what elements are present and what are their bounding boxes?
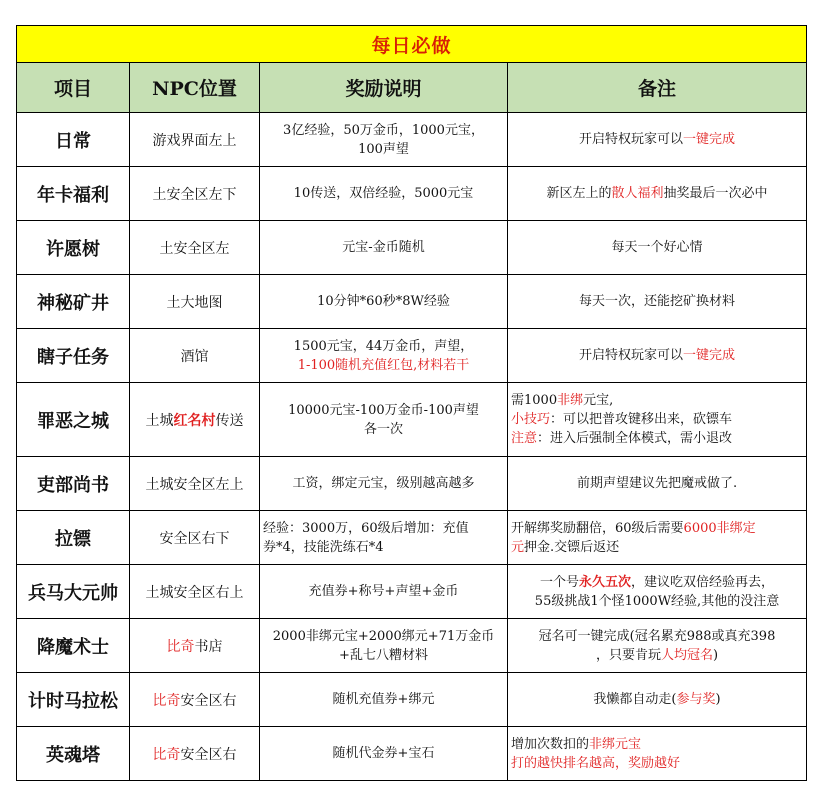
npc-cell: 土城安全区右上: [130, 565, 260, 619]
reward-cell: 10传送，双倍经验，5000元宝: [260, 167, 508, 221]
item-cell: 拉镖: [17, 511, 130, 565]
reward-line: 10000元宝-100万金币-100声望: [288, 402, 479, 418]
reward-cell: [260, 113, 508, 167]
item-cell: 罪恶之城: [17, 383, 130, 457]
npc-cell: 土大地图: [130, 275, 260, 329]
table-row: [17, 619, 807, 673]
note-cell: 前期声望建议先把魔戒做了.: [508, 457, 807, 511]
npc-cell: [130, 673, 260, 727]
npc-cell: [130, 727, 260, 781]
note-line: 55级挑战1个怪1000W经验,其他的没注意: [534, 593, 780, 609]
note-highlight: 非绑元宝: [589, 736, 642, 752]
reward-line: 1500元宝，44万金币，声望，: [293, 338, 474, 354]
note-highlight: 小技巧: [511, 412, 551, 427]
table-row: [17, 221, 807, 275]
note-line: [511, 391, 803, 410]
reward-line: 各一次: [363, 421, 403, 437]
note-text: 开启特权玩家可以: [578, 348, 683, 363]
table-row: [17, 167, 807, 221]
note-text: 押金.交镖后返还: [524, 539, 620, 555]
npc-text: 土城: [145, 412, 174, 429]
npc-text: 安全区右: [180, 746, 237, 763]
note-text: 增加次数扣的: [511, 736, 590, 752]
item-cell: 兵马大元帅: [17, 565, 130, 619]
note-text: ：可以把普攻键移出来，砍镖车: [550, 412, 733, 427]
table-row: [17, 511, 807, 565]
header-note: 备注: [508, 63, 807, 113]
header-npc: NPC位置: [130, 63, 260, 113]
note-cell: [508, 329, 807, 383]
note-cell: [508, 383, 807, 457]
npc-highlight: 红名村: [173, 412, 216, 429]
reward-line: +乱七八糟材料: [339, 647, 428, 663]
reward-cell: [260, 383, 508, 457]
npc-text: 安全区右: [180, 692, 237, 709]
reward-line: 3亿经验，50万金币，1000元宝，: [283, 122, 484, 138]
reward-cell: 10分钟*60秒*8W经验: [260, 275, 508, 329]
reward-line: 2000非绑元宝+2000绑元+71万金币: [272, 628, 495, 644]
header-reward: 奖励说明: [260, 63, 508, 113]
note-text: ): [712, 647, 719, 663]
npc-highlight: 比奇: [152, 692, 181, 709]
note-cell: [508, 167, 807, 221]
npc-highlight: 比奇: [166, 638, 195, 655]
reward-cell: 随机代金券+宝石: [260, 727, 508, 781]
item-cell: 降魔术士: [17, 619, 130, 673]
note-text: 我懒都自动走(: [593, 692, 677, 707]
item-cell: 神秘矿井: [17, 275, 130, 329]
note-highlight: 散人福利: [611, 186, 664, 201]
npc-cell: [130, 619, 260, 673]
note-line: [511, 735, 803, 754]
daily-task-table: [16, 25, 807, 781]
reward-line: 100声望: [358, 141, 409, 157]
table-title: 每日必做: [17, 26, 807, 63]
note-text: ): [715, 692, 721, 707]
header-row: [17, 63, 807, 113]
npc-cell: 酒馆: [130, 329, 260, 383]
note-highlight: 永久五次: [579, 574, 632, 590]
item-cell: 日常: [17, 113, 130, 167]
note-highlight: 人均冠名: [660, 647, 713, 663]
npc-cell: 安全区右下: [130, 511, 260, 565]
item-cell: 许愿树: [17, 221, 130, 275]
note-text: 需1000: [511, 393, 558, 408]
npc-text: 传送: [215, 412, 244, 429]
note-cell: [508, 673, 807, 727]
note-cell: [508, 565, 807, 619]
note-text: ：进入后强制全体模式，需小退改: [537, 431, 733, 446]
table-row: [17, 329, 807, 383]
note-highlight: 一键完成: [683, 348, 736, 363]
note-text: 元宝,: [583, 393, 614, 408]
note-line: [511, 573, 803, 592]
npc-cell: 土安全区左: [130, 221, 260, 275]
note-text: 新区左上的: [546, 186, 612, 201]
reward-line: 1-100随机充值红包,材料若干: [297, 357, 470, 373]
reward-cell: 充值券+称号+声望+金币: [260, 565, 508, 619]
npc-cell: 土安全区左下: [130, 167, 260, 221]
note-cell: [508, 619, 807, 673]
reward-cell: [260, 619, 508, 673]
table-row: [17, 673, 807, 727]
note-text: 开启特权玩家可以: [578, 132, 683, 147]
reward-line: 经验：3000万，60级后增加：充值: [263, 520, 469, 536]
item-cell: 年卡福利: [17, 167, 130, 221]
note-line: [511, 429, 803, 448]
npc-cell: 游戏界面左上: [130, 113, 260, 167]
note-text: 开解绑奖励翻倍，60级后需要: [511, 520, 684, 536]
note-cell: [508, 727, 807, 781]
table-row: [17, 457, 807, 511]
note-highlight: 6000非绑定: [683, 520, 756, 536]
table-row: [17, 275, 807, 329]
note-line: [511, 646, 803, 665]
note-highlight: 参与奖: [676, 692, 716, 707]
note-highlight: 一键完成: [683, 132, 736, 147]
note-text: ，建议吃双倍经验再去，: [631, 574, 775, 590]
reward-cell: [260, 329, 508, 383]
header-item: 项目: [17, 63, 130, 113]
npc-highlight: 比奇: [152, 746, 181, 763]
note-cell: 每天一次，还能挖矿换材料: [508, 275, 807, 329]
note-cell: [508, 511, 807, 565]
reward-cell: 随机充值券+绑元: [260, 673, 508, 727]
note-text: ，只要肯玩: [595, 647, 661, 663]
note-text: 一个号: [539, 574, 579, 590]
item-cell: 英魂塔: [17, 727, 130, 781]
table-row: [17, 383, 807, 457]
table-row: [17, 113, 807, 167]
note-cell: 每天一个好心情: [508, 221, 807, 275]
reward-cell: 工资，绑定元宝，级别越高越多: [260, 457, 508, 511]
item-cell: 吏部尚书: [17, 457, 130, 511]
note-line: 打的越快排名越高，奖励越好: [511, 755, 681, 771]
table-row: [17, 565, 807, 619]
note-highlight: 注意: [511, 431, 538, 446]
note-cell: [508, 113, 807, 167]
reward-line: 券*4，技能洗练石*4: [263, 539, 384, 555]
note-highlight: 非绑: [557, 393, 584, 408]
item-cell: 瞎子任务: [17, 329, 130, 383]
table-row: [17, 727, 807, 781]
npc-cell: 土城安全区左上: [130, 457, 260, 511]
note-text: 抽奖最后一次必中: [663, 186, 768, 201]
reward-cell: 元宝-金币随机: [260, 221, 508, 275]
npc-text: 书店: [194, 638, 223, 655]
npc-cell: [130, 383, 260, 457]
note-line: 冠名可一键完成(冠名累充988或真充398: [538, 628, 776, 644]
item-cell: 计时马拉松: [17, 673, 130, 727]
note-line: [511, 410, 803, 429]
note-highlight: 元: [511, 539, 525, 555]
reward-cell: [260, 511, 508, 565]
